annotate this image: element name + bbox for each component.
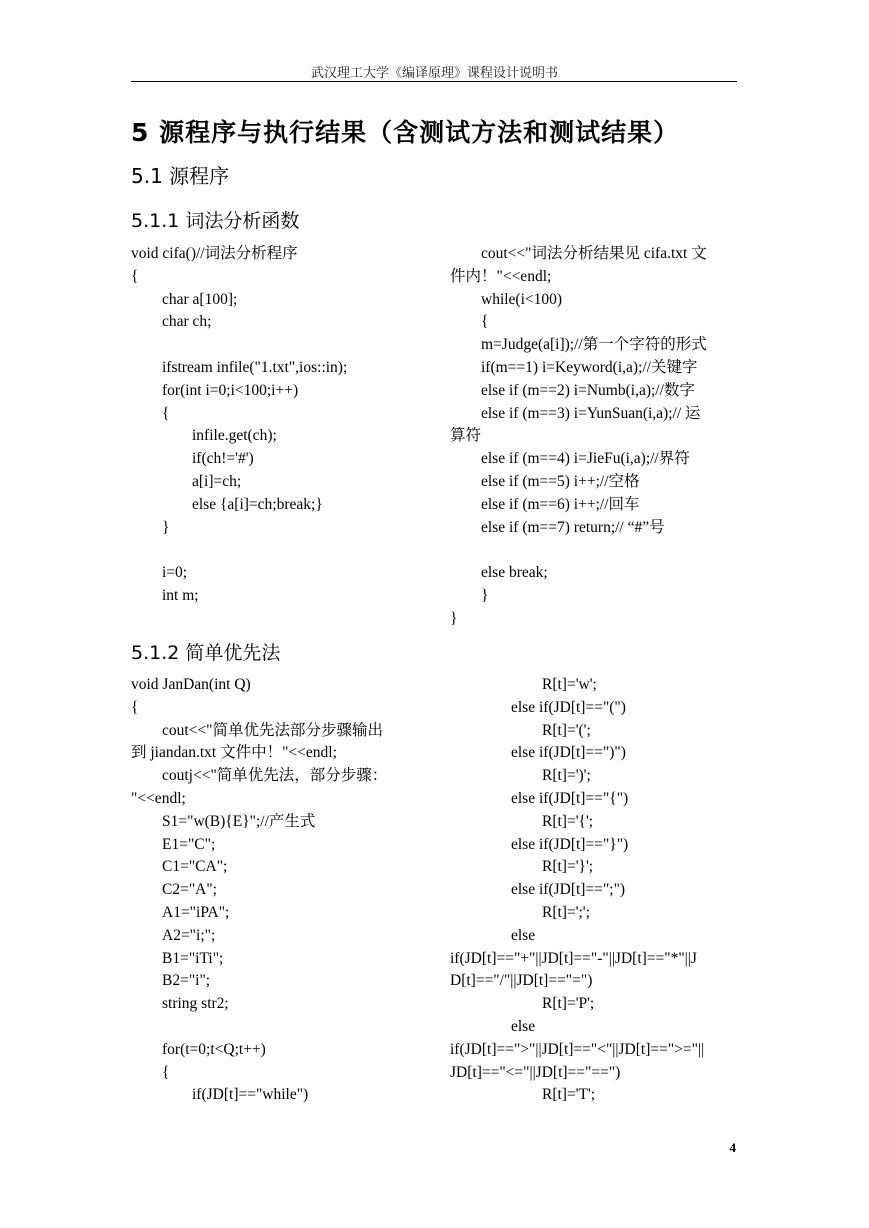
code-line — [131, 334, 441, 357]
code-line: a[i]=ch; — [192, 472, 242, 490]
code-line: i=0; — [162, 564, 188, 582]
code-line: R[t]='P'; — [542, 995, 595, 1013]
code-line — [131, 539, 441, 562]
chapter-title: 5 源程序与执行结果（含测试方法和测试结果） — [131, 118, 680, 147]
code-line: int m; — [162, 586, 199, 604]
code-line: else if(JD[t]=="{") — [511, 789, 629, 807]
code-line: else {a[i]=ch;break;} — [192, 495, 323, 513]
code-line: JD[t]=="<="||JD[t]=="==") — [450, 1063, 621, 1081]
code-line: for(t=0;t<Q;t++) — [162, 1040, 266, 1058]
code-line: char a[100]; — [162, 290, 238, 308]
code-line: A2="i;"; — [162, 926, 216, 944]
code-line: { — [162, 404, 170, 422]
code-line: R[t]='T'; — [542, 1086, 596, 1104]
code-line: else if (m==3) i=YunSuan(i,a);// 运 — [481, 404, 701, 422]
code-line: else — [511, 1017, 536, 1035]
code-line: R[t]=')'; — [542, 767, 591, 785]
subsection-title-simple-precedence: 5.1.2 简单优先法 — [131, 642, 281, 664]
code-line: string str2; — [162, 995, 229, 1013]
code-line: 到 jiandan.txt 文件中！"<<endl; — [131, 744, 337, 762]
code-line: R[t]='w'; — [542, 676, 597, 693]
code-line: else if(JD[t]==";") — [511, 881, 626, 899]
code-line: R[t]='('; — [542, 721, 591, 739]
header-rule — [131, 81, 737, 82]
code-line: if(JD[t]=="+"||JD[t]=="-"||JD[t]=="*"||J — [450, 949, 697, 967]
code-line — [131, 1016, 441, 1039]
code-line: if(m==1) i=Keyword(i,a);//关键字 — [481, 358, 698, 376]
code-line: ifstream infile("1.txt",ios::in); — [162, 358, 348, 376]
code-line: E1="C"; — [162, 835, 216, 853]
code-line: else break; — [481, 564, 548, 582]
code-line: { — [131, 698, 139, 716]
code-line: 算符 — [450, 427, 482, 445]
code-line: B1="iTi"; — [162, 949, 224, 967]
running-header: 武汉理工大学《编译原理》课程设计说明书 — [310, 66, 558, 81]
code-line: for(int i=0;i<100;i++) — [162, 381, 299, 399]
section-title: 5.1 源程序 — [131, 164, 230, 188]
code-line: void JanDan(int Q) — [131, 676, 251, 693]
code-line: D[t]=="/"||JD[t]=="=") — [450, 972, 593, 990]
code-line: else if (m==5) i++;//空格 — [481, 472, 640, 490]
code-line: while(i<100) — [481, 290, 563, 308]
code-column-right — [450, 674, 740, 1107]
code-line: 件内！"<<endl; — [450, 267, 552, 285]
code-line: C1="CA"; — [162, 858, 228, 876]
code-column-right — [450, 243, 740, 631]
code-line: "<<endl; — [131, 789, 186, 807]
code-line: } — [481, 586, 489, 604]
code-line: } — [450, 609, 458, 627]
code-line: R[t]=';'; — [542, 903, 590, 921]
code-line: C2="A"; — [162, 881, 217, 899]
code-line: if(JD[t]=="while") — [192, 1086, 309, 1104]
code-line: else if (m==7) return;// “#”号 — [481, 518, 665, 536]
code-line — [450, 539, 740, 562]
code-line: coutj<<"简单优先法，部分步骤： — [162, 767, 388, 785]
code-line: R[t]='{'; — [542, 812, 594, 830]
code-line: char ch; — [162, 313, 212, 331]
code-line: if(JD[t]==">"||JD[t]=="<"||JD[t]==">="|| — [450, 1040, 705, 1058]
code-line: { — [131, 267, 139, 285]
code-line: B2="i"; — [162, 972, 211, 990]
code-line: void cifa()//词法分析程序 — [131, 245, 298, 262]
code-line: else if(JD[t]=="}") — [511, 835, 629, 853]
code-line: if(ch!='#') — [192, 450, 254, 468]
code-line: else if (m==2) i=Numb(i,a);//数字 — [481, 381, 695, 399]
code-line: m=Judge(a[i]);//第一个字符的形式 — [481, 336, 707, 354]
code-line: else if (m==4) i=JieFu(i,a);//界符 — [481, 450, 690, 468]
code-line: else if(JD[t]=="(") — [511, 698, 626, 716]
subsection-title-lexer: 5.1.1 词法分析函数 — [131, 210, 300, 232]
code-line: else if (m==6) i++;//回车 — [481, 495, 640, 513]
code-line: R[t]='}'; — [542, 858, 594, 876]
code-line: else if(JD[t]==")") — [511, 744, 626, 762]
code-column-left — [131, 243, 441, 608]
code-line: else — [511, 926, 536, 944]
code-line: } — [162, 518, 170, 536]
code-line: cout<<"词法分析结果见 cifa.txt 文 — [481, 245, 707, 262]
code-line: S1="w(B){E}";//产生式 — [162, 812, 316, 830]
code-line: { — [481, 313, 489, 331]
page-number: 4 — [729, 1140, 736, 1155]
code-line: infile.get(ch); — [192, 427, 277, 445]
code-line: cout<<"简单优先法部分步骤输出 — [162, 721, 383, 739]
code-line: { — [162, 1063, 170, 1081]
code-column-left — [131, 674, 441, 1107]
code-line: A1="iPA"; — [162, 903, 230, 921]
